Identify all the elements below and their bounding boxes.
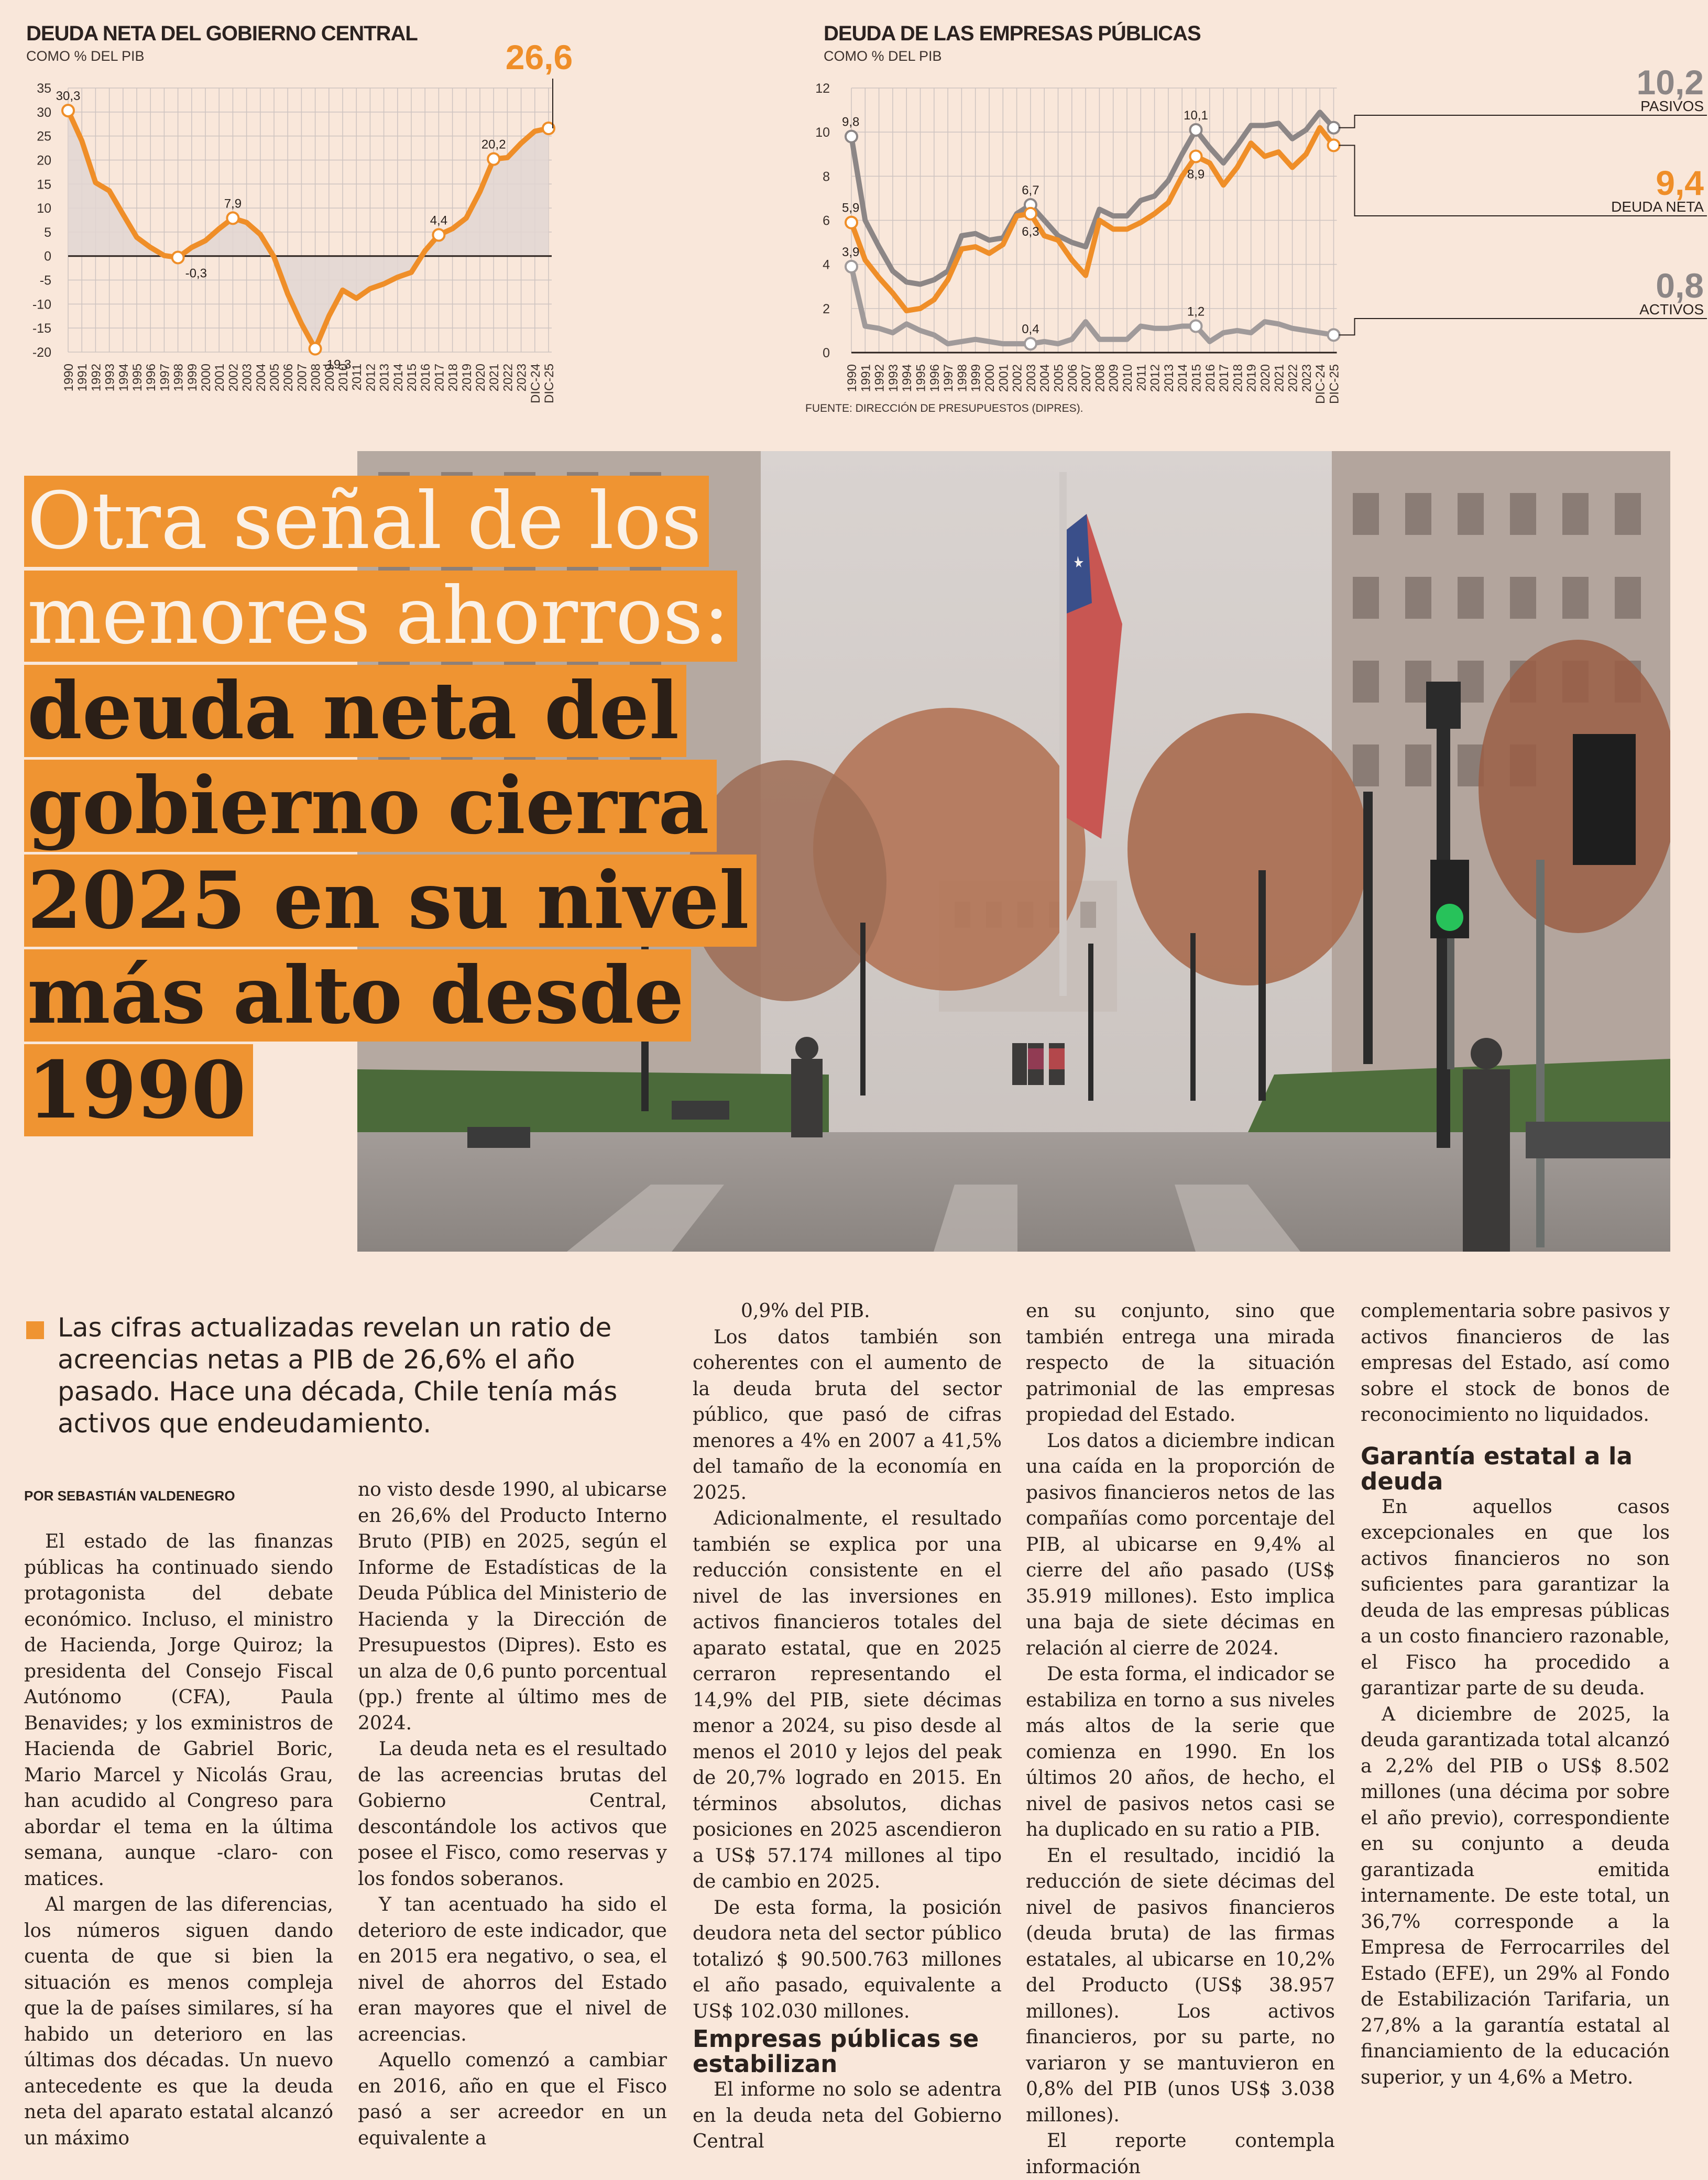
x-tick-label: 2010 [1121,364,1135,392]
headline-line-5: 2025 en su nivel [24,855,757,947]
headline [24,474,768,1138]
paragraph: complementaria sobre pasivos y activos financieros de las empresas del Estado, así como sobre el stock de bonos de reconocimiento no liquidados. [1361,1300,1670,1426]
paragraph: Los datos también son coherentes con el aumento de la deuda bruta del sector público, que pasó de cifras menores a 4% en 2007 a 41,5% del tamaño de la economía en 2025. [693,1326,1002,1504]
x-tick-label: 1991 [75,364,90,392]
lead-paragraph: Las cifras actualizadas revelan un ratio de acreencias netas a PIB de 26,6% el año pasado. Hace una década, Chile tenía más activos que endeudamiento. [58,1312,618,1439]
y-tick-label: 12 [815,81,830,96]
x-tick-label: 2008 [1093,364,1108,392]
callout-leader-line [1339,319,1707,335]
callout-value: 26,6 [505,38,573,76]
x-tick-label: 2000 [199,364,213,392]
data-label: 5,9 [842,201,860,215]
x-tick-label: 2022 [1286,364,1300,392]
x-tick-label: 2017 [1217,364,1232,392]
x-tick-label: 2001 [997,364,1011,392]
x-tick-label: 1997 [158,364,172,392]
x-tick-label: 2014 [1176,364,1190,392]
x-tick-label: 2010 [336,364,351,392]
data-label: 1,2 [1187,304,1205,319]
body-column-5 [1361,1298,1670,2090]
callout-value: 9,4 [1656,163,1704,202]
x-tick-label: 2001 [213,364,227,392]
data-point-marker [846,261,857,272]
x-tick-label: 2009 [1107,364,1121,392]
x-tick-label: 1997 [941,364,956,392]
y-tick-label: 10 [815,125,830,140]
data-label: 6,7 [1022,183,1039,198]
chart1-title: DEUDA NETA DEL GOBIERNO CENTRAL [26,22,418,45]
callout-leader-line [1339,115,1707,128]
x-tick-label: 2008 [309,364,323,392]
data-label: 3,9 [842,245,860,259]
body-column-1 [24,1529,333,2151]
data-point-marker [1190,124,1202,136]
data-point-marker [310,343,321,355]
y-tick-label: -15 [32,321,51,336]
x-tick-label: 2021 [487,364,502,392]
x-tick-label: 2007 [1079,364,1094,392]
y-tick-label: 8 [823,169,830,184]
y-tick-label: 5 [44,225,51,240]
x-tick-label: 2006 [1065,364,1080,392]
data-point-marker [1025,208,1036,220]
data-point-marker [227,212,238,224]
x-tick-label: 2021 [1272,364,1287,392]
headline-line-3: deuda neta del [24,665,686,757]
data-point-marker [846,217,857,228]
data-point-marker [1190,321,1202,332]
x-tick-label: 1993 [886,364,901,392]
y-tick-label: 6 [823,213,830,228]
data-point-marker [1025,338,1036,349]
x-tick-label: DIC-24 [528,364,543,404]
callout-label: ACTIVOS [1639,301,1704,317]
headline-line-2: menores ahorros: [24,571,737,662]
data-label: -19,3 [322,357,352,372]
paragraph: El reporte contempla información [1026,2130,1335,2178]
x-tick-label: 2000 [983,364,997,392]
data-label: 0,4 [1022,322,1039,337]
paragraph: Los datos a diciembre indican una caída en la proporción de pasivos financieros netos de las compañías como porcentaje del PIB, al ubicarse en 9,4% al cierre del año pasado (US$ 35.919 millones). Esto implica una baja de siete décimas en relación al cierre de 2024. [1026,1430,1335,1659]
x-tick-label: 1992 [89,364,104,392]
x-tick-label: 2012 [364,364,378,392]
callout-value: 10,2 [1636,63,1704,102]
chart1-subtitle: COMO % DEL PIB [26,48,145,64]
x-tick-label: 1992 [872,364,887,392]
data-point-marker [433,229,444,240]
callout-label: DEUDA NETA [1611,199,1704,215]
x-tick-label: 2005 [268,364,282,392]
x-tick-label: 2019 [459,364,474,392]
paragraph: Y tan acentuado ha sido el deterioro de este indicador, que en 2015 era negativo, o sea, el nivel de ahorros del Estado eran mayores que el nivel de acreencias. [358,1894,667,2045]
paragraph: Aquello comenzó a cambiar en 2016, año en que el Fisco pasó a ser acreedor en un equivalente a [358,2050,667,2149]
chart-source: FUENTE: DIRECCIÓN DE PRESUPUESTOS (DIPRES). [805,402,1083,414]
headline-line-4: gobierno cierra [24,760,717,852]
paragraph: 0,9% del PIB. [741,1300,870,1322]
x-tick-label: 2022 [501,364,516,392]
paragraph: La deuda neta es el resultado de las acreencias brutas del Gobierno Central, descontándole los activos que posee el Fisco, como reservas y los fondos soberanos. [358,1738,667,1890]
chart2-public-enterprises-debt [786,0,1708,430]
x-tick-label: 2007 [295,364,310,392]
x-tick-label: 2009 [322,364,337,392]
x-tick-label: 2006 [281,364,296,392]
x-tick-label: 2017 [432,364,447,392]
paragraph: En el resultado, incidió la reducción de siete décimas del nivel de pasivos financieros (deuda bruta) de las firmas estatales, al ubicarse en 10,2% del Producto (US$ 38.957 millones). Los activos financieros, por su parte, no variaron y se mantuvieron en 0,8% del PIB (unos US$ 3.038 millones). [1026,1845,1335,2126]
paragraph: Adicionalmente, el resultado también se explica por una reducción consistente en el nivel de las inversiones en activos financieros totales del aparato estatal, que en 2025 cerraron representando el 14,9% del PIB, siete décimas menor a 2024, su piso desde al menos el 2010 y lejos del peak de 20,7% logrado en 2015. En términos absolutos, dichas posiciones en 2025 ascendieron a US$ 57.174 millones al tipo de cambio en 2025. [693,1508,1002,1892]
callout-label: PASIVOS [1640,98,1704,114]
data-label: 10,1 [1184,108,1208,123]
y-tick-label: -10 [32,297,51,312]
x-tick-label: 1995 [914,364,928,392]
x-tick-label: 2016 [419,364,433,392]
x-tick-label: 1998 [955,364,970,392]
paragraph: Al margen de las diferencias, los números siguen dando cuenta de que si bien la situación es menos compleja que la de países similares, sí ha habido un deterioro en las últimas dos décadas. Un nuevo antecedente es que la deuda neta del aparato estatal alcanzó un máximo [24,1894,333,2149]
x-tick-label: 1996 [927,364,942,392]
subheading-empresas-publicas: Empresas públicas se estabilizan [693,2025,979,2078]
y-tick-label: 15 [37,177,51,192]
x-tick-label: 1990 [62,364,76,392]
y-tick-label: 10 [37,201,51,216]
data-label: 4,4 [430,213,448,228]
paragraph: no visto desde 1990, al ubicarse en 26,6% del Producto Interno Bruto (PIB) en 2025, según el Informe de Estadísticas de la Deuda Pública del Ministerio de Hacienda y la Dirección de Presupuestos (Dipres). Esto es un alza de 0,6 punto porcentual (pp.) frente al último mes de 2024. [358,1479,667,1734]
y-tick-label: -5 [39,273,51,288]
x-tick-label: DIC-25 [1327,364,1342,404]
x-tick-label: 2011 [1134,364,1149,391]
x-tick-label: 2018 [446,364,461,392]
x-tick-label: 2016 [1203,364,1218,392]
y-tick-label: 20 [37,153,51,168]
paragraph: De esta forma, el indicador se estabiliza en torno a sus niveles más altos de la serie que comienza en 1990. En los últimos 20 años, de hecho, el nivel de pasivos netos casi se ha duplicado en su ratio a PIB. [1026,1663,1335,1841]
paragraph: El informe no solo se adentra en la deuda neta del Gobierno Central [693,2079,1002,2152]
x-tick-label: 2018 [1231,364,1245,392]
body-column-2 [358,1477,667,2151]
x-tick-label: 2014 [391,364,406,392]
x-tick-label: 2023 [514,364,529,392]
data-label: 7,9 [224,196,242,211]
x-tick-label: 2002 [1010,364,1025,392]
subheading-garantia-estatal: Garantía estatal a la deuda [1361,1442,1633,1495]
chart2-subtitle: COMO % DEL PIB [824,48,942,64]
data-label: 6,3 [1022,224,1039,239]
x-tick-label: 1993 [103,364,117,392]
x-tick-label: DIC-24 [1313,364,1328,404]
x-tick-label: 2013 [377,364,392,392]
x-tick-label: 2020 [1258,364,1273,392]
y-tick-label: 0 [44,249,51,264]
data-label: 9,8 [842,115,860,129]
x-tick-label: 2019 [1244,364,1259,392]
x-tick-label: 2015 [1189,364,1204,392]
y-tick-label: -20 [32,345,51,360]
x-tick-label: 2015 [405,364,419,392]
y-tick-label: 2 [823,301,830,316]
data-point-marker [846,131,857,143]
x-tick-label: 2023 [1299,364,1314,392]
x-tick-label: 1991 [859,364,873,392]
x-tick-label: 1998 [171,364,186,392]
x-tick-label: 2005 [1052,364,1066,392]
data-point-marker [1328,139,1340,151]
x-tick-label: 2020 [474,364,488,392]
data-point-marker [1190,150,1202,162]
chart1-net-debt-central-government [0,0,807,430]
byline: POR SEBASTIÁN VALDENEGRO [24,1488,235,1504]
x-tick-label: 1994 [900,364,915,392]
body-column-3 [693,1298,1002,2155]
paragraph: De esta forma, la posición deudora neta del sector público totalizó $ 90.500.763 millones el año pasado, equivalente a US$ 102.030 millones. [693,1897,1002,2022]
x-tick-label: DIC-25 [542,364,556,404]
data-label: 20,2 [481,137,506,152]
paragraph: A diciembre de 2025, la deuda garantizada total alcanzó a 2,2% del PIB o US$ 8.502 millones (una décima por sobre el año previo), correspondiente en su conjunto a deuda garantizada emitida internamente. De este total, un 36,7% corresponde a la Empresa de Ferrocarriles del Estado (EFE), un 29% al Fondo de Estabilización Tarifaria, un 27,8% a la garantía estatal al financiamiento de la educación superior, y un 4,6% a Metro. [1361,1703,1670,2088]
body-column-4 [1026,1298,1335,2180]
x-tick-label: 2011 [350,364,365,391]
x-tick-label: 1995 [130,364,145,392]
data-label: 8,9 [1187,167,1205,182]
data-point-marker [172,251,184,263]
data-point-marker [1328,329,1340,341]
data-point-marker [488,154,499,165]
paragraph: en su conjunto, sino que también entrega una mirada respecto de la situación patrimonial de las empresas propiedad del Estado. [1026,1300,1335,1426]
paragraph: El estado de las finanzas públicas ha continuado siendo protagonista del debate económico. Incluso, el ministro de Hacienda, Jorge Quiroz; la presidenta del Consejo Fiscal Autónomo (CFA), Paula Benavides; y los exministros de Hacienda de Gabriel Boric, Mario Marcel y Nicolás Grau, han acudido al Congreso para abordar el tema en la última semana, aunque -claro- con matices. [24,1531,333,1890]
y-tick-label: 0 [823,346,830,360]
x-tick-label: 2012 [1148,364,1163,392]
chart2-title: DEUDA DE LAS EMPRESAS PÚBLICAS [824,22,1201,45]
x-tick-label: 2003 [240,364,255,392]
y-tick-label: 4 [823,257,830,272]
paragraph: En aquellos casos excepcionales en que los activos financieros no son suficientes para garantizar la deuda de las empresas públicas a un costo financiero razonable, el Fisco ha procedido a garantizar parte de su deuda. [1361,1496,1670,1699]
x-tick-label: 2004 [1038,364,1053,392]
x-tick-label: 2004 [254,364,268,392]
y-tick-label: 35 [37,81,51,96]
x-tick-label: 1990 [845,364,859,392]
y-tick-label: 30 [37,105,51,120]
data-point-marker [62,105,74,116]
x-tick-label: 1999 [185,364,200,392]
data-point-marker [1328,122,1340,134]
headline-line-7: 1990 [24,1044,253,1136]
x-tick-label: 2002 [226,364,241,392]
area-fill [68,111,549,349]
x-tick-label: 2003 [1024,364,1038,392]
x-tick-label: 2013 [1162,364,1176,392]
x-tick-label: 1999 [969,364,983,392]
data-label: -0,3 [185,266,207,281]
headline-line-6: más alto desde [24,949,691,1042]
callout-value: 0,8 [1656,266,1704,305]
x-tick-label: 1996 [144,364,159,392]
data-label: 30,3 [56,89,81,104]
headline-line-1: Otra señal de los [24,476,709,567]
y-tick-label: 25 [37,129,51,144]
x-tick-label: 1994 [116,364,131,392]
lead-bullet-square [26,1321,44,1339]
